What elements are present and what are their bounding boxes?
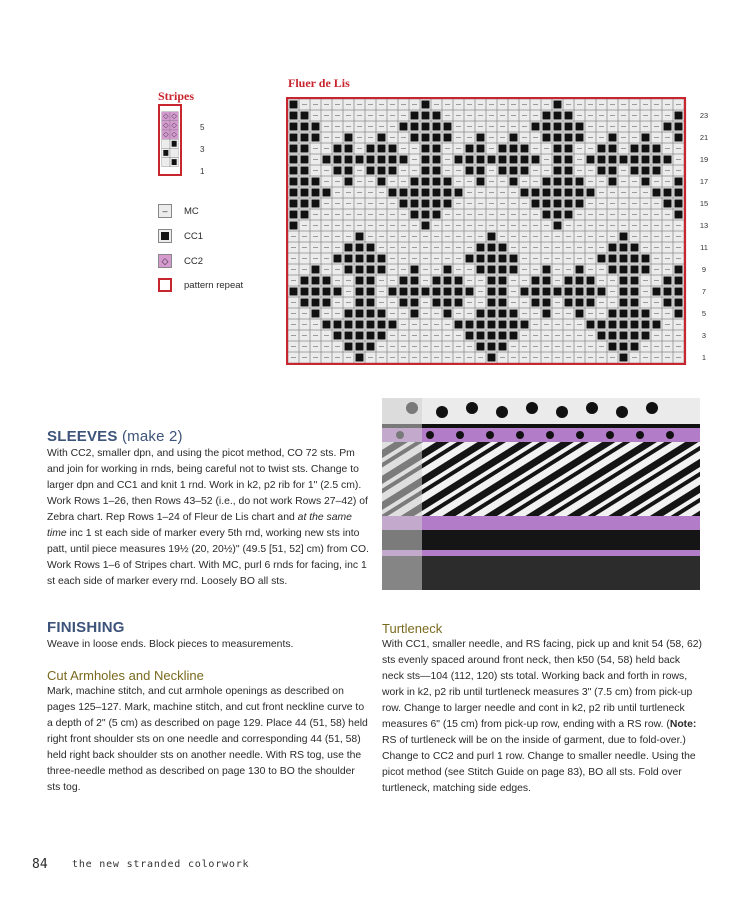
armholes-body: Mark, machine stitch, and cut armhole openings as described on pages 125–127. Mark, machine stitch, and cut front neckline curve to a depth of 2" (5 cm) as described on page 129. Place 44 (51, 58) held right front shoulder sts on one needle and corresponding 44 (51, 58) held right back shoulder sts on another needle. With RS tog, use the three-needle method as described on page 130 to BO the shoulder sts tog. xyxy=(47,686,368,793)
sleeves-heading-note: (make 2) xyxy=(117,428,183,445)
sleeves-text: With CC2, smaller dpn, and using the picot method, CO 72 sts. Pm and join for working in rnds, being careful not to twist sts. Change to larger dpn and CC1 and knit 1 rnd. Work in k2, p2 rib for 1" (2.5 cm). Work Rows 1–26, then Rows 43–52 (i.e., do not work Rows 27–42) of Zebra chart. Rep Rows 1–24 of Fleur de Lis chart and xyxy=(47,448,368,523)
legend-label: CC2 xyxy=(184,255,204,267)
turtleneck-heading: Turtleneck xyxy=(382,621,443,636)
turtleneck-text-end: RS of turtleneck will be on the inside of garment, due to fold-over.) Change to CC2 and purl 1 row. Change to smaller needle. Using the picot method (see Stitch Guide on page 83), BO all sts. Fold over turtleneck, matching side edges. xyxy=(382,735,696,794)
sleeves-heading-text: SLEEVES xyxy=(47,428,118,445)
legend-cc1 xyxy=(158,228,204,244)
finishing-body: Weave in loose ends. Block pieces to measurements. xyxy=(47,639,294,650)
stripes-row-label: 3 xyxy=(200,145,205,154)
cc2-symbol: ◇ xyxy=(158,254,172,268)
armholes-heading: Cut Armholes and Neckline xyxy=(47,668,204,683)
sweater-hem-photo xyxy=(382,398,700,590)
stripes-chart-title: Stripes xyxy=(158,89,194,103)
fleur-de-lis-chart xyxy=(286,97,690,365)
finishing-heading: FINISHING xyxy=(47,619,125,636)
fleur-row-label: 21 xyxy=(699,132,709,142)
stripes-row-label: 5 xyxy=(200,123,205,132)
pattern-repeat-symbol xyxy=(158,278,172,292)
fleur-row-label: 11 xyxy=(700,242,708,252)
sleeves-italic: at the same time xyxy=(47,512,352,539)
legend-cc2 xyxy=(158,253,204,269)
fleur-row-label: 23 xyxy=(699,110,709,120)
turtleneck-body xyxy=(382,637,704,797)
fleur-row-label: 15 xyxy=(699,198,709,208)
mc-symbol: – xyxy=(158,204,172,218)
book-title: the new stranded colorwork xyxy=(72,859,250,870)
sleeves-text-end: inc 1 st each side of marker every 5th rnd, working new sts into patt, until piece measures 19½ (20, 20½)" (49.5 [51, 52] cm) from CO. Work Rows 1–6 of Stripes chart. With MC, purl 6 rnds for facing, inc 1 st each side of marker every rnd. Loosely BO all sts. xyxy=(47,528,369,587)
fleur-row-label: 5 xyxy=(701,308,707,318)
fleur-row-label: 1 xyxy=(701,352,707,362)
turtleneck-text: With CC1, smaller needle, and RS facing, pick up and knit 54 (58, 62) sts evenly spaced around front neck, then k50 (54, 58) held back neck sts—104 (112, 120) sts total. Working back and forth in rows, work in k2, p2 rib until turtleneck measures 3" (7.5 cm) from pick-up row. Change to larger needle and cont in k2, p2 rib until turtleneck measures 6" (15 cm) from pick-up row, ending with a RS row. ( xyxy=(382,639,702,730)
fleur-row-label: 19 xyxy=(699,154,709,164)
page-number: 84 xyxy=(32,857,48,872)
sleeves-heading xyxy=(47,428,183,445)
fleur-row-label: 17 xyxy=(699,176,709,186)
fleur-chart-title: Fluer de Lis xyxy=(288,76,350,90)
fleur-row-label: 9 xyxy=(701,264,707,274)
legend-label: CC1 xyxy=(184,230,204,242)
sleeves-body xyxy=(47,446,369,590)
fleur-row-label: 13 xyxy=(699,220,709,230)
stripes-chart-grid xyxy=(158,104,182,176)
stripes-row-label: 1 xyxy=(200,167,205,176)
fleur-row-label: 3 xyxy=(701,330,707,340)
legend-label: MC xyxy=(184,205,199,217)
fleur-row-label: 7 xyxy=(701,286,707,296)
legend-mc xyxy=(158,203,199,219)
legend-pattern-repeat xyxy=(158,277,244,293)
cc1-symbol xyxy=(158,229,172,243)
legend-label: pattern repeat xyxy=(184,279,244,291)
turtleneck-note-label: Note: xyxy=(669,719,697,730)
